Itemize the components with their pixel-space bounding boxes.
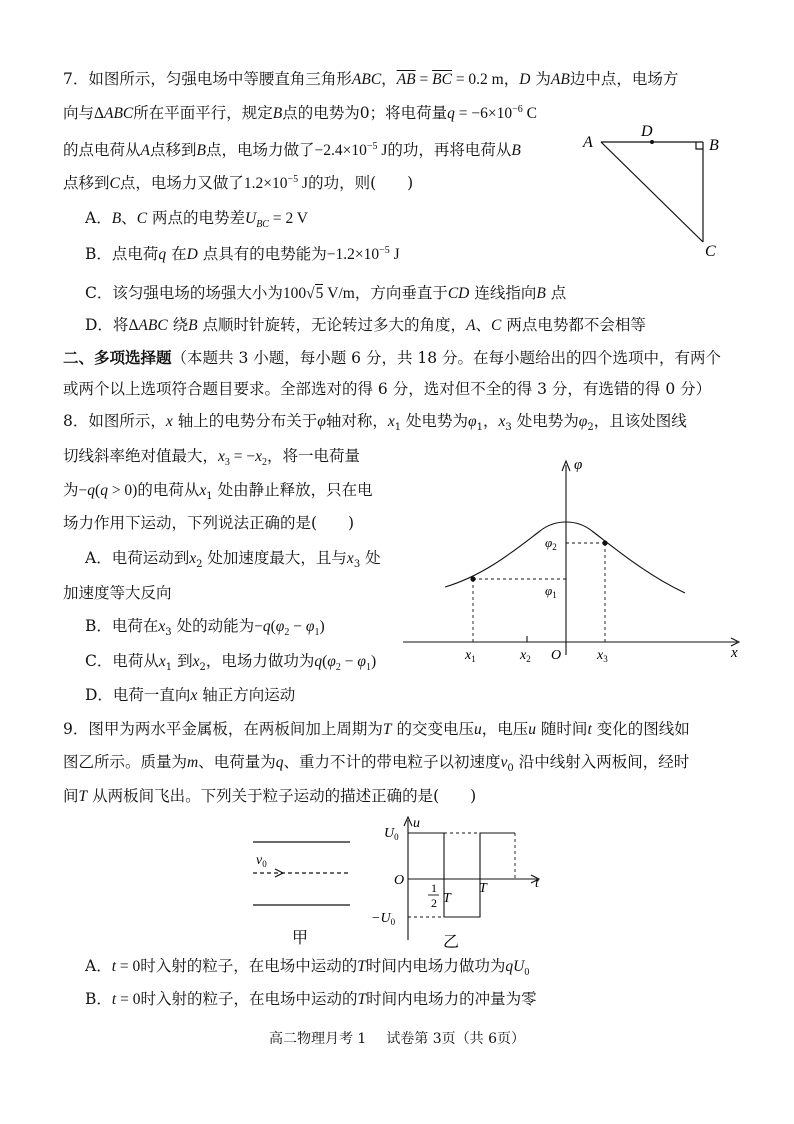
x2-label: $x_2$ [520,648,531,664]
section-2-desc-1: （本题共 3 小题，每小题 6 分，共 18 分。在每小题给出的四个选项中，有两个 [171,349,722,367]
q8-option-d: D．电荷一直向x 轴正方向运动 [85,686,296,704]
footer-page-number: 试卷第 3页（共 6页） [386,1031,526,1047]
q8-text: 如图所示， [88,412,166,430]
q8-line-4: 场力作用下运动，下列说法正确的是( ) [63,514,355,532]
q7-line-2: 向与ΔABC所在平面平行，规定B点的电势为0；将电荷量$q = -6\times 10^{-6}$ C [63,103,537,122]
q8-line-1: 8．如图所示，x 轴上的电势分布关于φ轴对称，$x_1$ 处电势为$\varphi_1$，$x_3$ 处电势为$\varphi_2$，且该处图线 [63,412,687,434]
footer-exam-name: 高二物理月考 1 [268,1031,367,1047]
q9-text: 时入射的粒子，在电场中运动的 [140,957,358,975]
q9-text: 间 [63,787,79,805]
option-letter: B．电荷在 [85,617,159,635]
q9-number: 9． [63,720,89,738]
q8-text: 为 [63,481,79,499]
q9-text: 变化的图线如 [596,720,690,738]
q9-text: 图甲为两水平金属板，在两板间加上周期为 [88,720,383,738]
origin-label: O [394,873,405,888]
right-angle-mark [696,142,703,149]
option-letter: B． [85,990,112,1008]
period-t-label: T [479,881,487,896]
q8-text: 切线斜率绝对值最大， [63,447,219,465]
q8-line-2: 切线斜率绝对值最大，$x_3 = -x_2$，将一电荷量 [63,447,361,469]
label-d: D [641,123,653,140]
q8-text: 处 [365,549,381,567]
q7-text: 的功，则( ) [308,174,414,192]
q9-text: 沿中线射入两板间，经时 [518,753,690,771]
potential-graph [395,455,755,670]
q7-text: 两点电势都不会相等 [506,316,646,334]
x-axis-label: x [731,645,738,661]
side-ac [601,142,703,242]
q7-option-a: A．B、C 两点的电势差$U_{BC} = 2$ V [85,209,308,231]
point-x1 [470,576,475,581]
q7-text: 绕 [172,316,189,334]
q7-text: 点，电场力又做了 [119,174,244,192]
q8-option-c: C．电荷从$x_1$ 到$x_2$，电场力做功为$q(\varphi_2 - \varphi_1)$ [85,652,377,674]
q9-text: 、重力不计的带电粒子以初速度 [283,753,501,771]
q9-line-3: 间T 从两板间飞出。下列关于粒子运动的描述正确的是( ) [63,787,477,805]
q7-text: ， [381,70,397,88]
figure-jia-label: 甲 [292,930,309,947]
q7-text: 点移到 [63,174,110,192]
q7-option-b: B．点电荷q 在D 点具有的电势能为$-1.2\times 10^{-5}$ J [85,244,400,263]
voltage-graph [365,812,550,952]
q8-text: ，电场力做功为 [205,652,315,670]
q7-text: 点，电场力做了 [205,141,315,159]
q7-text: 的功，再将电荷从 [387,141,512,159]
q7-text: 两点的电势差 [151,209,245,227]
q7-text: 边中点，电场方 [569,70,679,88]
triangle-figure [575,120,735,265]
q7-text: 点具有的电势能为 [202,245,327,263]
q7-line-1: 7．如图所示，匀强电场中等腰直角三角形ABC，$\overline{AB} = \overline{BC} = 0.2$ m，D 为AB边中点，电场方 [63,70,679,88]
option-letter: D．电荷一直向 [85,686,191,704]
half-t-denominator: 2 [431,896,437,910]
q9-text: 时间内电场力的冲量为零 [366,990,537,1008]
u-axis-label: u [413,816,420,831]
option-letter: C．电荷从 [85,652,159,670]
option-letter: B．点电荷 [85,245,159,263]
option-letter: A． [85,209,112,227]
q8-text: 轴正方向运动 [202,686,296,704]
q7-text: 在 [171,245,187,263]
q9-option-b: B．t = 0时入射的粒子，在电场中运动的T时间内电场力的冲量为零 [85,990,537,1008]
q8-text: 轴对称， [325,412,388,430]
q8-option-a-cont: 加速度等大反向 [63,584,172,602]
q7-text: 点顺时针旋转，无论转过多大的角度， [202,316,467,334]
q8-option-a: A．电荷运动到$x_2$ 处加速度最大，且与$x_3$ 处 [85,549,381,571]
option-letter: C．该匀强电场的场强大小为 [85,284,283,302]
label-a: A [583,134,593,151]
q8-text: 处由静止释放，只在电 [217,481,373,499]
half-t-numerator: 1 [431,881,437,895]
point-d [650,140,654,144]
q8-text: 处的动能为 [176,617,255,635]
q9-text: 时入射的粒子，在电场中运动的 [140,990,358,1008]
point-x3 [602,540,607,545]
x1-label: $x_1$ [465,648,476,664]
q9-text: 随时间 [540,720,588,738]
q8-text: ， [483,412,499,430]
q8-number: 8． [63,412,89,430]
q8-line-3: 为−q(q > 0)的电荷从$x_1$ 处由静止释放，只在电 [63,481,373,503]
square-wave [408,833,515,917]
page-footer [0,1028,794,1048]
t-axis-label: t [535,876,539,891]
q9-line-1: 9．图甲为两水平金属板，在两板间加上周期为T 的交变电压u，电压u 随时间t 变化的图线如 [63,720,690,738]
q9-text: ，电压 [481,720,529,738]
q8-text: ，将一电荷量 [267,447,361,465]
q7-line-4: 点移到C点，电场力又做了$1.2\times 10^{-5}$ J的功，则( ) [63,173,414,192]
x3-label: $x_3$ [597,648,608,664]
neg-u0-label: $-U_0$ [371,911,396,927]
half-t-label: T [443,891,451,906]
q8-text: 处电势为 [516,412,579,430]
q8-text: ，且该处图线 [593,412,687,430]
label-b: B [709,137,719,154]
option-letter: D．将 [85,316,129,334]
q8-text: 的电荷从 [137,481,200,499]
figure-yi-label: 乙 [443,934,460,951]
section-2-title: 二、多项选择题 [63,349,172,367]
q7-text: ，方向垂直于 [354,284,448,302]
label-c: C [705,243,716,260]
q7-text: 所在平面平行，规定 [133,104,273,122]
section-2-desc-2: 或两个以上选项符合题目要求。全部选对的得 6 分，选对但不全的得 3 分，有选错的得 0 分） [63,380,712,398]
q9-text: 图乙所示。质量为 [63,753,188,771]
q7-text: 为 [535,70,551,88]
q8-text: 轴上的电势分布关于 [177,412,318,430]
q7-text: 向与 [63,104,95,122]
q8-option-b: B．电荷在$x_3$ 处的动能为$-q(\varphi_2 - \varphi_1)$ [85,617,325,639]
q7-text: 点 [550,284,567,302]
q7-text: 点的电势为0；将电荷量 [282,104,448,122]
q9-text: 、电荷量为 [198,753,276,771]
q8-text: 到 [177,652,193,670]
q7-text: 连线指向 [474,284,537,302]
option-letter: A．电荷运动到 [85,549,190,567]
q9-line-2: 图乙所示。质量为m、电荷量为q、重力不计的带电粒子以初速度$v_0$ 沿中线射入两板间，经时 [63,753,690,775]
q7-number: 7． [63,70,89,88]
q9-option-a: A．t = 0时入射的粒子，在电场中运动的T时间内电场力做功为$qU_0$ [85,957,530,979]
potential-curve [445,522,685,593]
origin-label: O [551,648,562,663]
phi-axis-label: φ [574,457,583,473]
u0-label: $U_0$ [384,826,399,842]
q8-text: 处电势为 [406,412,469,430]
q7-text: 如图所示，匀强电场中等腰直角三角形 [88,70,352,88]
phi1-label-text: $\varphi_1$ [545,583,557,600]
q7-option-d: D．将ΔABC 绕B 点顺时针旋转，无论转过多大的角度，A、C 两点电势都不会相等 [85,316,646,334]
q9-text: 时间内电场力做功为 [365,957,506,975]
plates-figure [248,830,358,950]
q7-line-3: 的点电荷从A点移到B点，电场力做了$-2.4\times 10^{-5}$ J的功，再将电荷从B [63,140,521,159]
section-2-header [63,347,721,369]
v0-label: $v_0$ [256,853,267,869]
q7-option-c: C．该匀强电场的场强大小为100√5 V/m，方向垂直于CD 连线指向B 点 [85,284,567,302]
q8-text: 处加速度最大，且与 [207,549,347,567]
q9-text: 从两板间飞出。下列关于粒子运动的描述正确的是( ) [92,787,477,805]
q7-text: 的点电荷从 [63,141,141,159]
q7-text: ， [503,70,520,88]
option-letter: A． [85,957,112,975]
phi2-label-text: $\varphi_2$ [545,535,557,552]
q9-text: 的交变电压 [396,720,474,738]
q7-text: 点移到 [149,141,197,159]
